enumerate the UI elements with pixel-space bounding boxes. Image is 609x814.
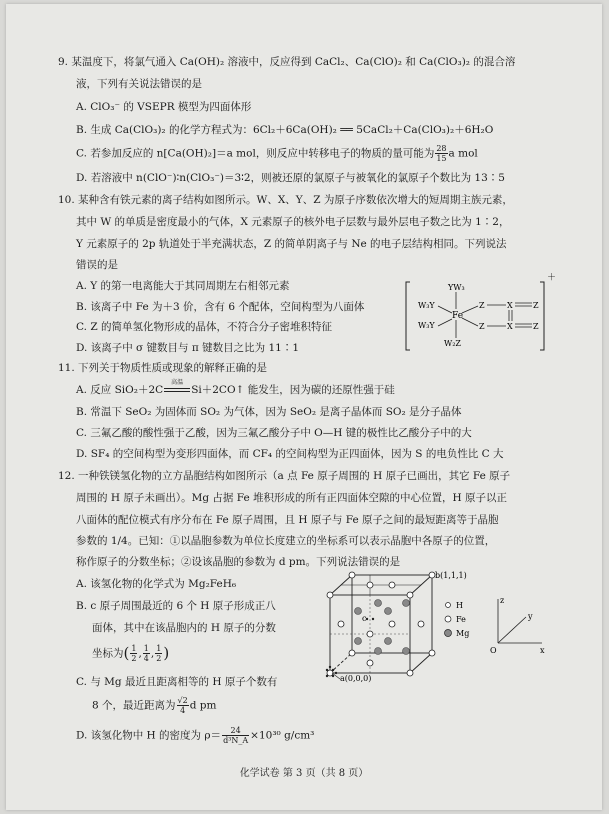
q9-option-c-fraction: $\frac{28}{15}$ [436,144,447,163]
q12-stem-line4: 参数的 1/4。已知：①以晶胞参数为单位长度建立的坐标系可以表示晶胞中各原子的位置， [76,535,496,547]
q9-option-a: A. ClO₃⁻ 的 VSEPR 模型为四面体形 [76,101,252,113]
ion-ligand-bottom: W₂Z [444,339,461,348]
cell-label-b: b(1,1,1) [435,571,467,580]
page-footer: 化学试卷 第 3 页（共 8 页） [239,768,369,779]
q11-option-c: C. 三氟乙酸的酸性强于乙酸，因为三氟乙酸分子中 O—H 键的极性比乙酸分子中的大 [76,427,472,439]
q9-option-c [76,144,478,163]
legend-mg: Mg [456,629,470,638]
q12-option-b-line1: B. c 原子周围最近的 6 个 H 原子形成正八 [76,600,276,612]
q12-option-b-line3: 坐标为( $\frac{1}{2}$ , $\frac{1}{4}$ , $\frac{1}{2}$ ) [92,644,170,663]
cell-label-c: c [362,614,367,623]
q11-option-a [76,379,395,397]
q10-stem-line2: 其中 W 的单质是密度最小的气体，X 元素原子的核外电子层数与最外层电子数之比为 1∶2， [76,216,510,228]
q11-option-d: D. SF₄ 的空间构型为变形四面体，而 CF₄ 的空间构型为正四面体，因为 S 的电负性比 C 大 [76,448,504,460]
exam-page [6,4,602,810]
q12-option-d [76,726,314,745]
q12-option-d-text: D. 该氢化物中 H 的密度为 ρ＝ [76,729,222,742]
q11-option-b: B. 常温下 SeO₂ 为固体而 SO₂ 为气体，因为 SeO₂ 是离子晶体而 SO₂ 是分子晶体 [76,406,462,418]
ion-ligand-left1: W₃Y [418,301,435,310]
q9-option-c-text: C. 若参加反应的 n[Ca(OH)₂]＝a mol，则反应中转移电子的物质的量可能为 [76,147,435,160]
ion-ligand-top: YW₃ [448,283,465,292]
q12-unit-cell-figure [316,569,564,681]
axis-z: z [500,596,505,605]
q11-stem: 11. 下列关于物质性质或现象的解释正确的是 [58,362,268,374]
q10-stem-line3: Y 元素原子的 2p 轨道处于半充满状态，Z 的简单阴离子与 Ne 的电子层结构相同。下列说法 [76,238,507,250]
q9-stem-line1: 9. 某温度下，将氯气通入 Ca(OH)₂ 溶液中，反应得到 CaCl₂、Ca(ClO)₂ 和 Ca(ClO₃)₂ 的混合溶 [58,56,516,68]
axis-origin: O [490,646,497,655]
q9-option-b: B. 生成 Ca(ClO₃)₂ 的化学方程式为：6Cl₂＋6Ca(OH)₂ ══ 5CaCl₂＋Ca(ClO₃)₂＋6H₂O [76,124,494,136]
ion-charge: ＋ [547,273,557,283]
ion-z3: Z [479,322,485,331]
q11-reaction-condition: 高温 [171,379,184,386]
q12-option-b-line2: 面体，其中在该晶胞内的 H 原子的分数 [92,622,276,634]
axis-x: x [540,646,545,655]
q12-coord-x: $\frac{1}{2}$ [131,644,137,663]
q10-option-c: C. Z 的简单氢化物形成的晶体，不符合分子密堆积特征 [76,321,332,333]
legend-fe: Fe [456,615,466,624]
ion-z4: Z [533,322,539,331]
q10-ion-structure [404,266,557,358]
ion-ligand-left2: W₃Y [418,321,435,330]
axis-y: y [528,612,533,621]
q12-coord-z: $\frac{1}{2}$ [156,644,162,663]
q12-stem-line5: 称作原子的分数坐标；②设该晶胞的参数为 d pm。下列说法错误的是 [76,556,401,568]
q11-option-a-text: A. 反应 SiO₂＋2C [76,384,164,396]
q12-option-c-text: 8 个，最近距离为 [92,699,176,712]
q12-option-b-label: 坐标为 [92,647,124,660]
q9-option-d: D. 若溶液中 n(ClO⁻)∶n(ClO₃⁻)＝3∶2，则被还原的氯原子与被氧化的氯原子个数比为 13∶5 [76,172,505,184]
q11-option-a-rest: Si＋2CO↑ 能发生，因为碳的还原性强于硅 [191,384,395,396]
q11-reaction-arrow [163,379,191,397]
cell-label-a: a(0,0,0) [340,674,372,683]
q10-option-a: A. Y 的第一电离能大于其同周期左右相邻元素 [76,280,290,292]
ion-z2: Z [533,301,539,310]
ion-x1: X [507,301,513,310]
q12-stem-line2: 周围的 H 原子未画出）。Mg 占据 Fe 堆积形成的所有正四面体空隙的中心位置，H 原子以正 [76,492,507,504]
q10-stem-line4: 错误的是 [76,259,118,271]
q12-stem-line3: 八面体的配位模式有序分布在 Fe 原子周围，且 H 原子与 Fe 原子之间的最短距离等于晶胞 [76,514,499,526]
ion-center-fe: Fe [452,311,464,321]
q12-stem-line1: 12. 一种铁镁氢化物的立方晶胞结构如图所示（a 点 Fe 原子周围的 H 原子已画出，其它 Fe 原子 [58,470,511,482]
q12-option-d-fraction: $\frac{24}{\text{d³N\_A}}$ [223,726,249,745]
q9-option-c-unit: a mol [448,147,478,160]
legend-h: H [456,601,463,610]
q12-option-c-fraction: $\frac{√2}{4}$ [177,696,188,715]
q10-option-b: B. 该离子中 Fe 为＋3 价，含有 6 个配体，空间构型为八面体 [76,301,365,313]
q9-stem-line2: 液，下列有关说法错误的是 [76,78,202,90]
q10-option-d: D. 该离子中 σ 键数目与 π 键数目之比为 11∶1 [76,342,300,354]
q12-option-c-line1: C. 与 Mg 最近且距离相等的 H 原子个数有 [76,676,278,688]
q12-option-a: A. 该氢化物的化学式为 Mg₂FeH₆ [76,578,237,590]
q12-option-d-unit: ×10³⁰ g/cm³ [250,729,315,742]
ion-x2: X [507,322,513,331]
q12-coord-y: $\frac{1}{4}$ [143,644,149,663]
q12-option-c-line2 [92,696,216,715]
ion-z1: Z [479,301,485,310]
q10-stem-line1: 10. 某种含有铁元素的离子结构如图所示。W、X、Y、Z 为原子序数依次增大的短周期主族元素， [58,194,513,206]
q12-option-c-unit: d pm [189,699,217,712]
